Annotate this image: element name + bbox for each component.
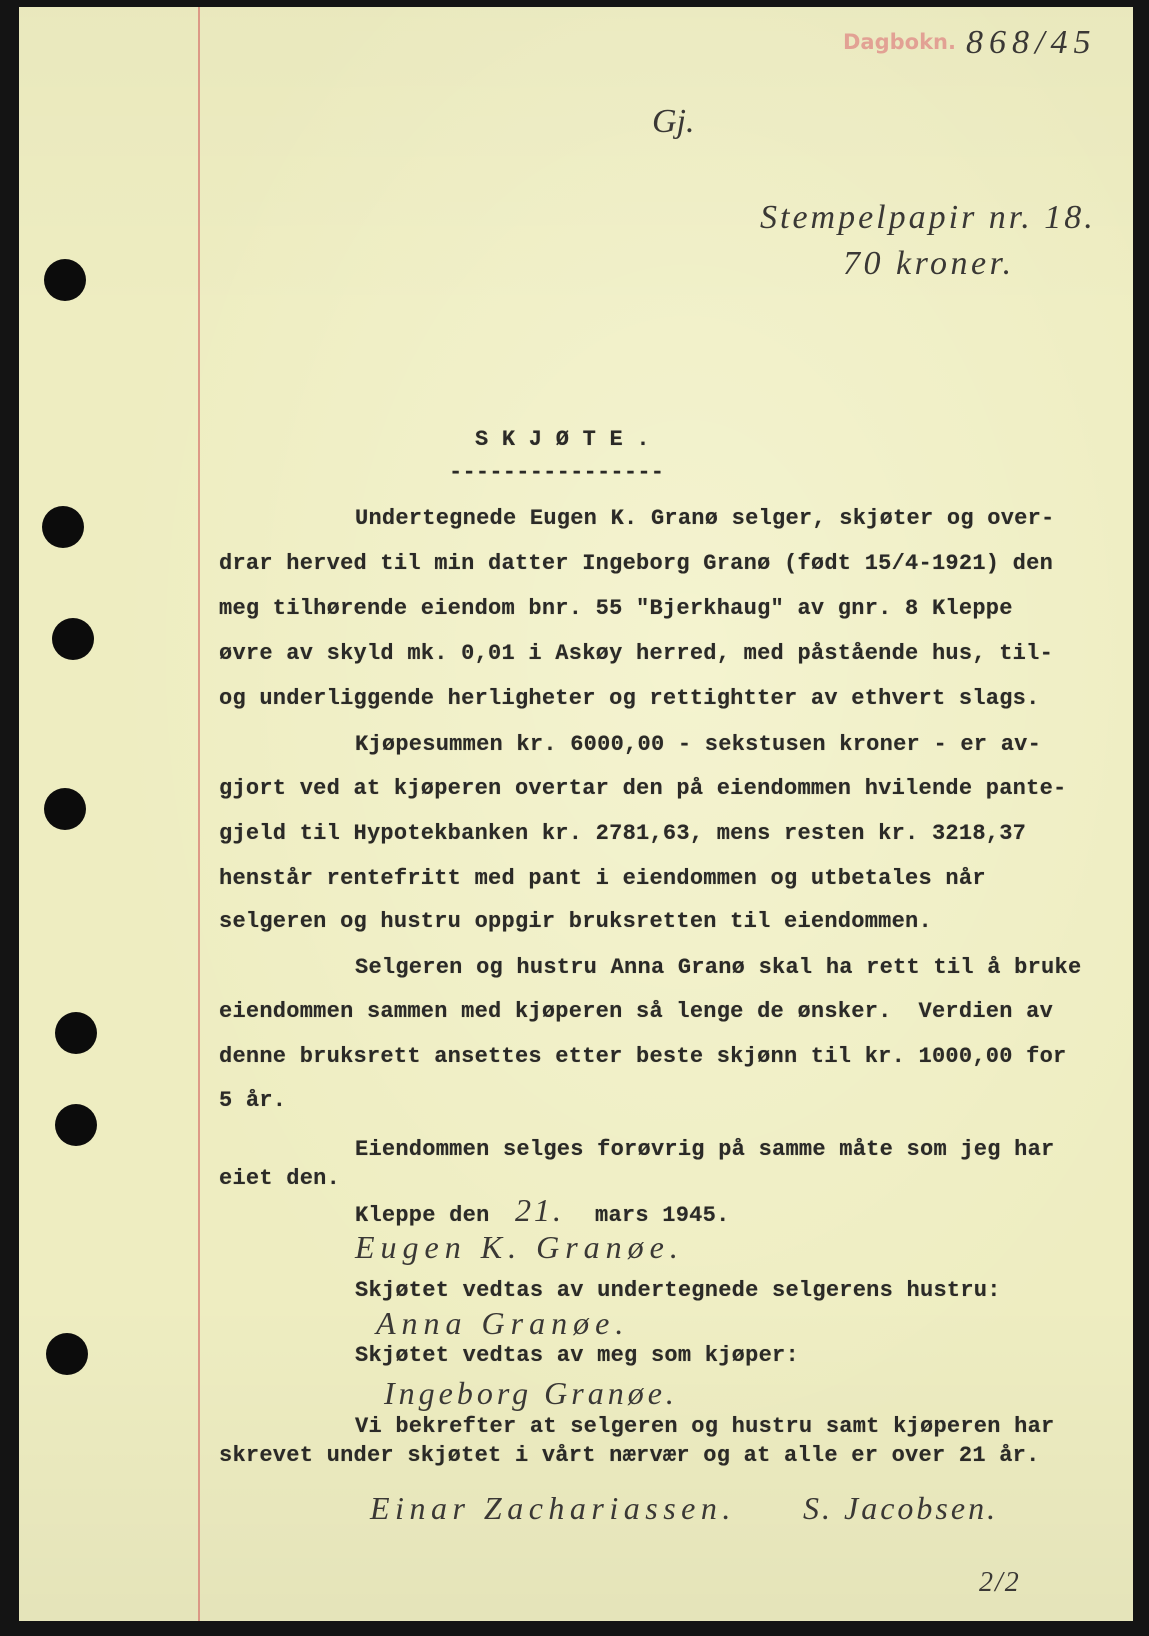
body-line: 5 år. <box>219 1088 287 1113</box>
body-line: Eiendommen selges forøvrig på samme måte som jeg har <box>355 1137 1055 1162</box>
title-underline: ---------------- <box>449 460 665 485</box>
punch-hole <box>44 788 86 830</box>
date-month-year: mars 1945. <box>595 1203 730 1228</box>
body-line: gjeld til Hypotekbanken kr. 2781,63, mens resten kr. 3218,37 <box>219 821 1027 846</box>
body-line: øvre av skyld mk. 0,01 i Askøy herred, med påstående hus, til- <box>219 641 1054 666</box>
spouse-signature: Anna Granøe. <box>376 1305 630 1341</box>
body-line: eiendommen sammen med kjøperen så lenge de ønsker. Verdien av <box>219 999 1054 1024</box>
witness-signature: S. Jacobsen. <box>803 1490 999 1526</box>
date-place: Kleppe den <box>355 1203 490 1228</box>
body-line: denne bruksrett ansettes etter beste skjønn til kr. 1000,00 for <box>219 1044 1067 1069</box>
body-line: gjort ved at kjøperen overtar den på eiendommen hvilende pante- <box>219 776 1067 801</box>
witness-statement-line: skrevet under skjøtet i vårt nærvær og at alle er over 21 år. <box>219 1443 1040 1468</box>
clerk-initials: Gj. <box>652 103 695 140</box>
body-line: Undertegnede Eugen K. Granø selger, skjøter og over- <box>355 506 1055 531</box>
journal-number: 868/45 <box>966 24 1097 61</box>
body-line: Kjøpesummen kr. 6000,00 - sekstusen kroner - er av- <box>355 732 1042 757</box>
date-day-handwritten: 21. <box>515 1192 564 1228</box>
punch-hole <box>55 1104 97 1146</box>
body-line: selgeren og hustru oppgir bruksretten til eiendommen. <box>219 909 932 934</box>
body-line: henstår rentefritt med pant i eiendommen og utbetales når <box>219 866 986 891</box>
journal-stamp: Dagbokn. <box>843 30 956 54</box>
buyer-signature: Ingeborg Granøe. <box>384 1375 678 1411</box>
stamp-paper-value: 70 kroner. <box>843 245 1015 282</box>
body-line: drar herved til min datter Ingeborg Granø (født 15/4-1921) den <box>219 551 1054 576</box>
punch-hole <box>52 618 94 660</box>
body-line: meg tilhørende eiendom bnr. 55 "Bjerkhaug" av gnr. 8 Kleppe <box>219 596 1013 621</box>
witness-signature: Einar Zachariassen. <box>370 1490 736 1526</box>
seller-signature: Eugen K. Granøe. <box>355 1229 684 1265</box>
body-line: og underliggende herligheter og rettightter av ethvert slags. <box>219 686 1040 711</box>
punch-hole <box>44 259 86 301</box>
spouse-acceptance: Skjøtet vedtas av undertegnede selgerens hustru: <box>355 1278 1001 1303</box>
stamp-paper-note: Stempelpapir nr. 18. <box>760 199 1096 236</box>
body-line: eiet den. <box>219 1166 341 1191</box>
document-title: S K J Ø T E . <box>475 427 650 452</box>
punch-hole <box>55 1012 97 1054</box>
red-margin-line <box>198 7 200 1621</box>
witness-statement-line: Vi bekrefter at selgeren og hustru samt kjøperen har <box>355 1414 1055 1439</box>
punch-hole <box>46 1333 88 1375</box>
buyer-acceptance: Skjøtet vedtas av meg som kjøper: <box>355 1343 799 1368</box>
body-line: Selgeren og hustru Anna Granø skal ha rett til å bruke <box>355 955 1082 980</box>
punch-hole <box>42 506 84 548</box>
page-mark: 2/2 <box>979 1567 1021 1598</box>
